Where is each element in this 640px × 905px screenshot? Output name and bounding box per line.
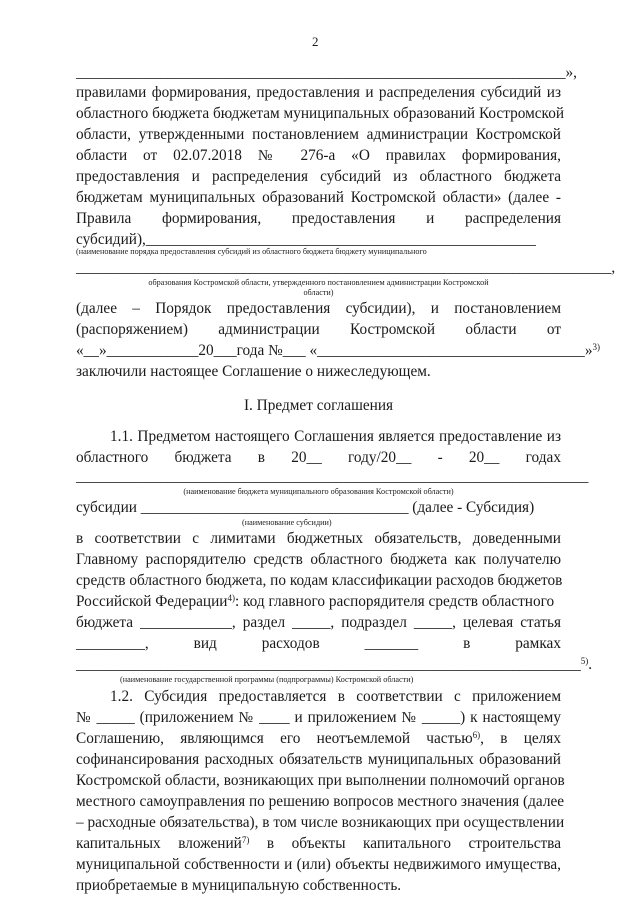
text-line: № _____ (приложением № ____ и приложением № _____) к настоящему bbox=[76, 709, 561, 726]
section-heading: I. Предмет соглашения bbox=[243, 397, 394, 414]
caption: области) bbox=[303, 288, 334, 297]
text-line: софинансирования расходных обязательств муниципальных образований bbox=[76, 751, 561, 768]
footnote-ref: 5) bbox=[580, 656, 589, 666]
text-line: 1.1. Предметом настоящего Соглашения является предоставление из bbox=[110, 428, 561, 445]
text-line: Правила формирования, предоставления и распределения bbox=[76, 210, 561, 227]
text-line: Соглашению, являющимся его неотъемлемой частью$^{6)}$, в целях bbox=[76, 730, 561, 747]
text-line: субсидий),___________________________________________________ bbox=[76, 231, 536, 248]
caption: (наименование государственной программы (подпрограммы) Костромской области) bbox=[120, 675, 414, 684]
text-line: ___________________________________________________________________ bbox=[76, 468, 589, 485]
text-line: Костромской области, возникающих при выполнении полномочий органов bbox=[76, 772, 565, 789]
text-line: __________________________________________________________________$^{5)}$. bbox=[76, 656, 593, 673]
text-line: заключили настоящее Соглашение о нижеследующем. bbox=[76, 363, 431, 380]
page-number: 2 bbox=[312, 34, 319, 49]
text-line: Российской Федерации$^{4)}$: код главного распорядителя средств областного bbox=[76, 593, 555, 610]
text-line: 1.2. Субсидия предоставляется в соответствии с приложением bbox=[110, 688, 561, 705]
text-line: средств областного бюджета, по кодам классификации расходов бюджетов bbox=[76, 572, 563, 589]
footnote-ref: 3) bbox=[592, 342, 600, 352]
text-line: областного бюджета в 20__ году/20__ - 20__ годах bbox=[76, 449, 561, 466]
text-line: капитальных вложений$^{7)}$ в объекты капитального строительства bbox=[76, 835, 561, 852]
caption: (наименование порядка предоставления субсидий из областного бюджета бюджету муниципального bbox=[76, 247, 427, 256]
text-line: Главному распорядителю средств областного бюджета как получателю bbox=[76, 551, 561, 568]
text-line: ______________________________________________________________________, bbox=[76, 259, 616, 276]
text-line: субсидии ___________________________________ (далее - Субсидия) bbox=[76, 499, 535, 516]
caption: (наименование бюджета муниципального образования Костромской области) bbox=[183, 487, 454, 496]
text-line: правилами формирования, предоставления и распределения субсидий из bbox=[76, 84, 561, 101]
text-line: бюджета ____________, раздел _____, подраздел _____, целевая статья bbox=[76, 614, 561, 631]
text-line: приобретаемые в муниципальную собственность. bbox=[76, 877, 402, 894]
footnote-ref: 7) bbox=[241, 835, 250, 845]
text-line: _________, вид расходов _______ в рамках bbox=[76, 635, 561, 652]
text-line: местного самоуправления по решению вопросов местного значения (далее bbox=[76, 793, 565, 810]
text-line: в соответствии с лимитами бюджетных обязательств, доведенными bbox=[76, 530, 561, 547]
text-line: области от 02.07.2018 № 276-а «О правилах формирования, bbox=[76, 147, 561, 164]
text-line: – расходные обязательства), в том числе возникающих при осуществлении bbox=[76, 814, 565, 831]
text-line: муниципальной собственности и (или) объекты недвижимого имущества, bbox=[76, 856, 561, 873]
text-line: бюджетам муниципальных образований Костромской области» (далее - bbox=[76, 189, 561, 206]
footnote-ref: 4) bbox=[227, 593, 235, 603]
text-line: (распоряжением) администрации Костромской области от bbox=[76, 321, 561, 338]
footnote-ref: 6) bbox=[472, 730, 481, 740]
text-line: «__»____________20___года №___ «___________________________________»$^{3)}$ bbox=[76, 342, 600, 359]
caption: (наименование субсидии) bbox=[242, 518, 332, 527]
text-line: областного бюджета бюджетам муниципальных образований Костромской bbox=[76, 105, 565, 122]
text-line: области, утвержденными постановлением администрации Костромской bbox=[76, 126, 561, 143]
text-line: ________________________________________________________________», bbox=[76, 64, 577, 81]
text-line: (далее – Порядок предоставления субсидии), и постановлением bbox=[76, 300, 561, 317]
text-line: предоставления и распределения субсидий из областного бюджета bbox=[76, 168, 561, 185]
caption: образования Костромской области, утвержденного постановлением администрации Костромской bbox=[148, 278, 489, 287]
